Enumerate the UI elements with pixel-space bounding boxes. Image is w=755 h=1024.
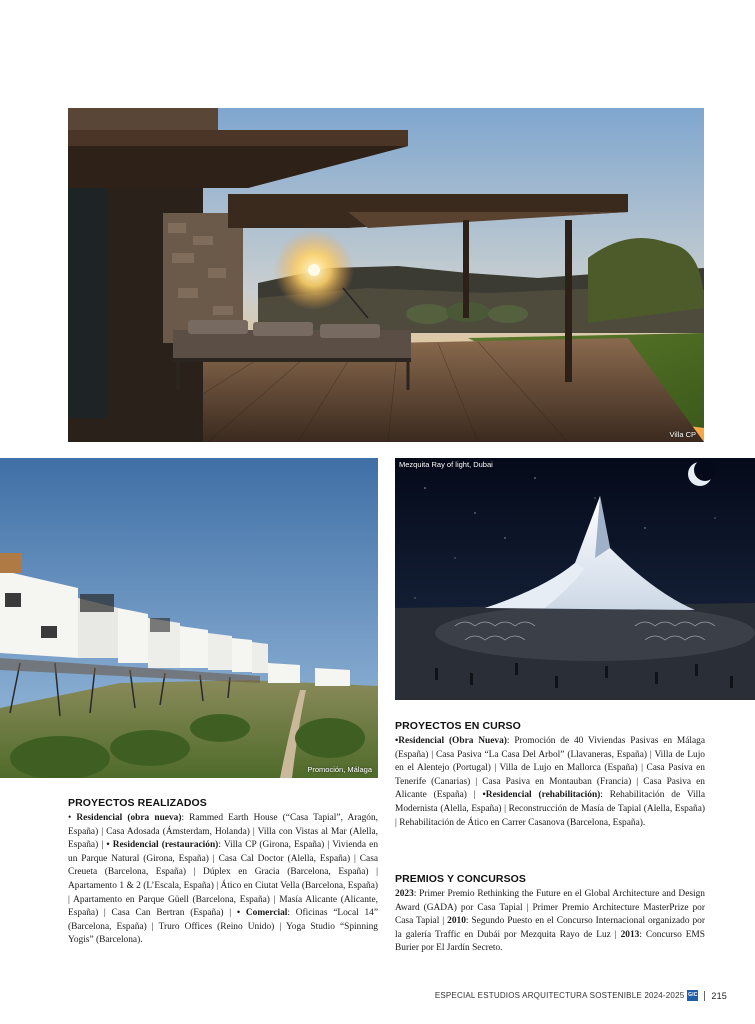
bold-segment: •Residencial (Obra Nueva) (395, 736, 507, 746)
proyectos-realizados-title: PROYECTOS REALIZADOS (68, 797, 207, 809)
villa-cp-caption: Villa CP (669, 430, 696, 439)
text-segment: • (68, 813, 77, 823)
promocion-malaga-photo (0, 458, 378, 778)
bold-segment: 2010 (447, 916, 466, 927)
villa-cp-photo (68, 108, 704, 442)
text-segment: : Primer Premio Rethinking the Future en el Global Architecture and Design Award (GADA) por Casa Tapial | Primer Premio Architecture MasterPrize por Casa Tapial | (395, 889, 705, 927)
bold-segment: • Residencial (restauración) (106, 840, 219, 851)
bold-segment: 2013 (620, 929, 640, 940)
text-segment: : Villa CP (Girona, España) | Vivienda en un Parque Natural (Girona, España) | Casa Cal Doctor (Alella, España) | Casa Creueta (Barcelona, España) | Dúplex en Gracia (Barcelona, España) | Apartamento 1 & 2 (L’Escala, España) | Ático en Ciutat Vella (Barcelona, España) | Apartamento en Parque Güell (Barcelona, España) | Masía Alicante (Alicante, España) | Casa Can Bertran (España) | (68, 840, 379, 919)
premios-y-concursos-text (395, 888, 705, 956)
bold-segment: Residencial (obra nueva) (76, 813, 182, 823)
bold-segment: 2023 (395, 889, 414, 899)
bold-segment: •Residencial (rehabilitación) (482, 790, 601, 801)
proyectos-realizados-text (68, 812, 378, 948)
proyectos-en-curso-text (395, 735, 705, 830)
text-segment: : Promoción de 40 Viviendas Pasivas en Málaga (España) | Casa Pasiva “La Casa Del Arbol” (Llavaneras, España) | Villa de Lujo en el Alentejo (Portugal) | Villa de Lujo en Mallorca (España) | Casa Pasiva en Tenerife (Canarias) | Casa Pasiva en Montauban (Francia) | Casa Pasiva en Alicante (España) | (395, 736, 705, 801)
bold-segment: • Comercial (236, 908, 288, 919)
promocion-malaga-illustration (0, 458, 378, 778)
premios-y-concursos-title: PREMIOS Y CONCURSOS (395, 873, 527, 885)
text-segment: : Rammed Earth House (“Casa Tapial”, Aragón, España) | Casa Adosada (Ámsterdam, Holanda) | Villa con Vistas al Mar (Alella, España) | (68, 813, 378, 851)
mezquita-dubai-photo (395, 458, 755, 700)
footer-publication-title: ESPECIAL ESTUDIOS ARQUITECTURA SOSTENIBLE 2024-2025 (434, 991, 685, 1000)
text-segment: : Oficinas “Local 14” (Barcelona, España) | Truro Offices (Reino Unido) | Yoga Studio “Spinning Yogis” (Barcelona). (68, 908, 378, 946)
page-footer (435, 990, 727, 1001)
villa-cp-illustration (68, 108, 704, 442)
page-number: 215 (711, 990, 727, 1001)
gic-logo: GIC (687, 990, 698, 1001)
footer-divider (704, 991, 705, 1001)
text-segment: : Concurso EMS Burier por El Jardín Secreto. (395, 929, 705, 954)
mezquita-dubai-caption: Mezquita Ray of light, Dubai (399, 460, 493, 469)
promocion-malaga-caption: Promoción, Málaga (307, 765, 372, 774)
text-segment: : Rehabilitación de Villa Modernista (Alella, España) | Reconstrucción de Masía de Tapial (Alella, España) | Rehabilitación de Ático en Carrer Casanova (Barcelona, España). (395, 790, 705, 828)
text-segment: : Segundo Puesto en el Concurso Internacional organizado por la galería Traffic en Dubái por Mezquita Rayo de Luz | (395, 916, 705, 940)
proyectos-en-curso-title: PROYECTOS EN CURSO (395, 720, 521, 732)
mezquita-dubai-illustration (395, 458, 755, 700)
